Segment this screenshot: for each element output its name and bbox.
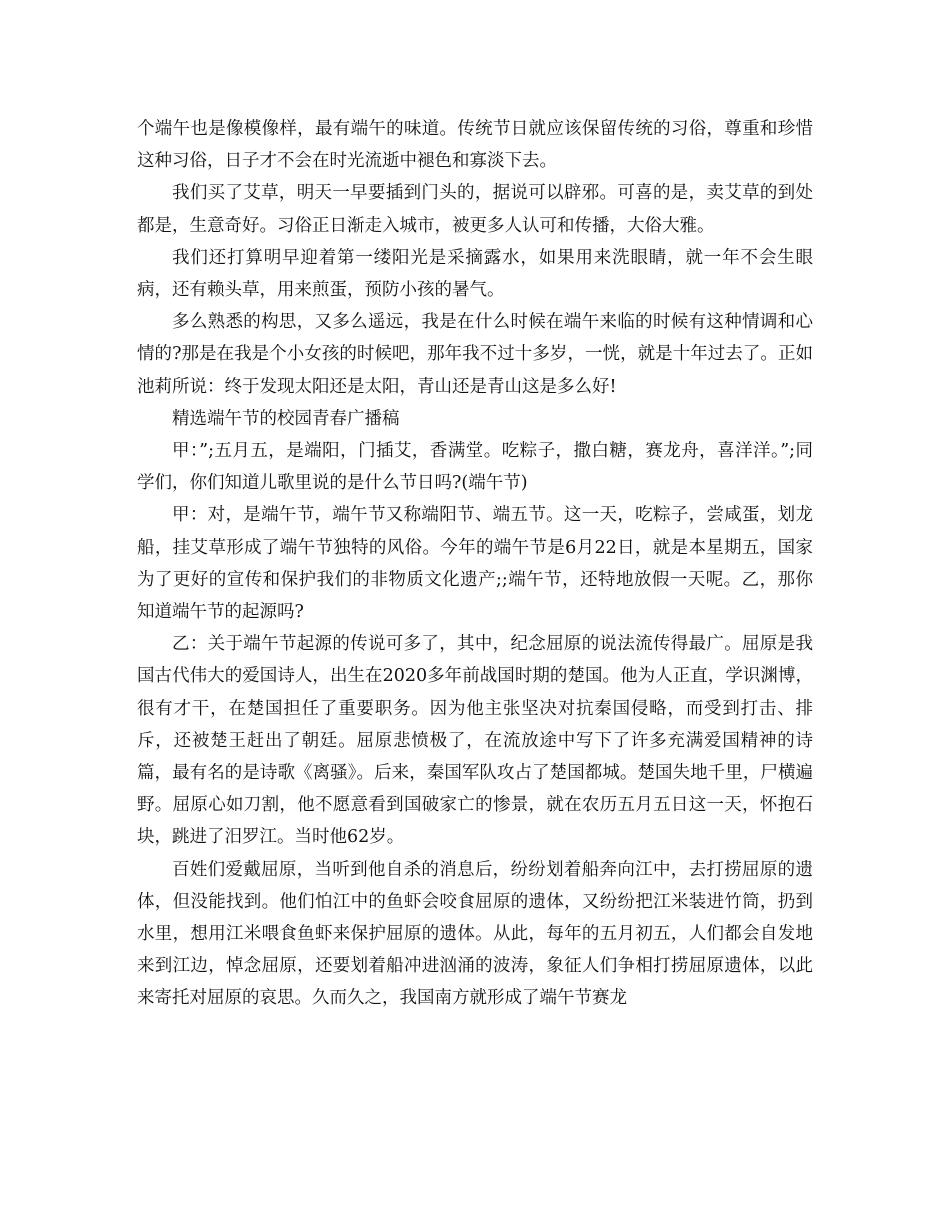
document-body xyxy=(137,113,813,1015)
section-heading: 精选端午节的校园青春广播稿 xyxy=(172,408,400,429)
paragraph-jia-dragon-boat: 甲：对，是端午节，端午节又称端阳节、端五节。这一天，吃粽子，尝咸蛋，划龙船，挂艾草形成了端午节独特的风俗。今年的端午节是6月22日，就是本星期五，国家为了更好的宣传和保护我们的非物质文化遗产;;端午节，还特地放假一天呢。乙，那你知道端午节的起源吗? xyxy=(137,505,813,623)
paragraph-yi-qu-yuan: 乙：关于端午节起源的传说可多了，其中，纪念屈原的说法流传得最广。屈原是我国古代伟大的爱国诗人，出生在2020多年前战国时期的楚国。他为人正直，学识渊博，很有才干，在楚国担任了重要职务。因为他主张坚决对抗秦国侵略，而受到打击、排斥，还被楚王赶出了朝廷。屈原悲愤极了，在流放途中写下了许多充满爱国精神的诗篇，最有名的是诗歌《离骚》。后来，秦国军队攻占了楚国都城。楚国失地千里，尸横遍野。屈原心如刀割，他不愿意看到国破家亡的惨景，就在农历五月五日这一天，怀抱石块，跳进了汨罗江。当时他62岁。 xyxy=(137,634,813,848)
paragraph-people-mourn: 百姓们爱戴屈原，当听到他自杀的消息后，纷纷划着船奔向江中，去打捞屈原的遗体，但没能找到。他们怕江中的鱼虾会咬食屈原的遗体，又纷纷把江米装进竹筒，扔到水里，想用江米喂食鱼虾来保护屈原的遗体。从此，每年的五月初五，人们都会自发地来到江边，悼念屈原，还要划着船冲进汹涌的波涛，象征人们争相打捞屈原遗体，以此来寄托对屈原的哀思。久而久之，我国南方就形成了端午节赛龙 xyxy=(137,859,813,1009)
paragraph-jia-song: 甲：”;五月五，是端阳，门插艾，香满堂。吃粽子，撒白糖，赛龙舟，喜洋洋。”;同学们，你们知道儿歌里说的是什么节日吗?(端午节) xyxy=(137,441,813,494)
paragraph-continued: 个端午也是像模像样，最有端午的味道。传统节日就应该保留传统的习俗，尊重和珍惜这种习俗，日子才不会在时光流逝中褪色和寡淡下去。 xyxy=(137,119,813,172)
paragraph-dew: 我们还打算明早迎着第一缕阳光是采摘露水，如果用来洗眼睛，就一年不会生眼病，还有赖头草，用来煎蛋，预防小孩的暑气。 xyxy=(137,247,813,301)
paragraph-memory: 多么熟悉的构思，又多么遥远，我是在什么时候在端午来临的时候有这种情调和心情的?那是在我是个小女孩的时候吧，那年我不过十多岁，一恍，就是十年过去了。正如池莉所说：终于发现太阳还是太阳，青山还是青山这是多么好! xyxy=(137,312,813,397)
paragraph-mugwort: 我们买了艾草，明天一早要插到门头的，据说可以辟邪。可喜的是，卖艾草的到处都是，生意奇好。习俗正日渐走入城市，被更多人认可和传播，大俗大雅。 xyxy=(137,183,813,236)
